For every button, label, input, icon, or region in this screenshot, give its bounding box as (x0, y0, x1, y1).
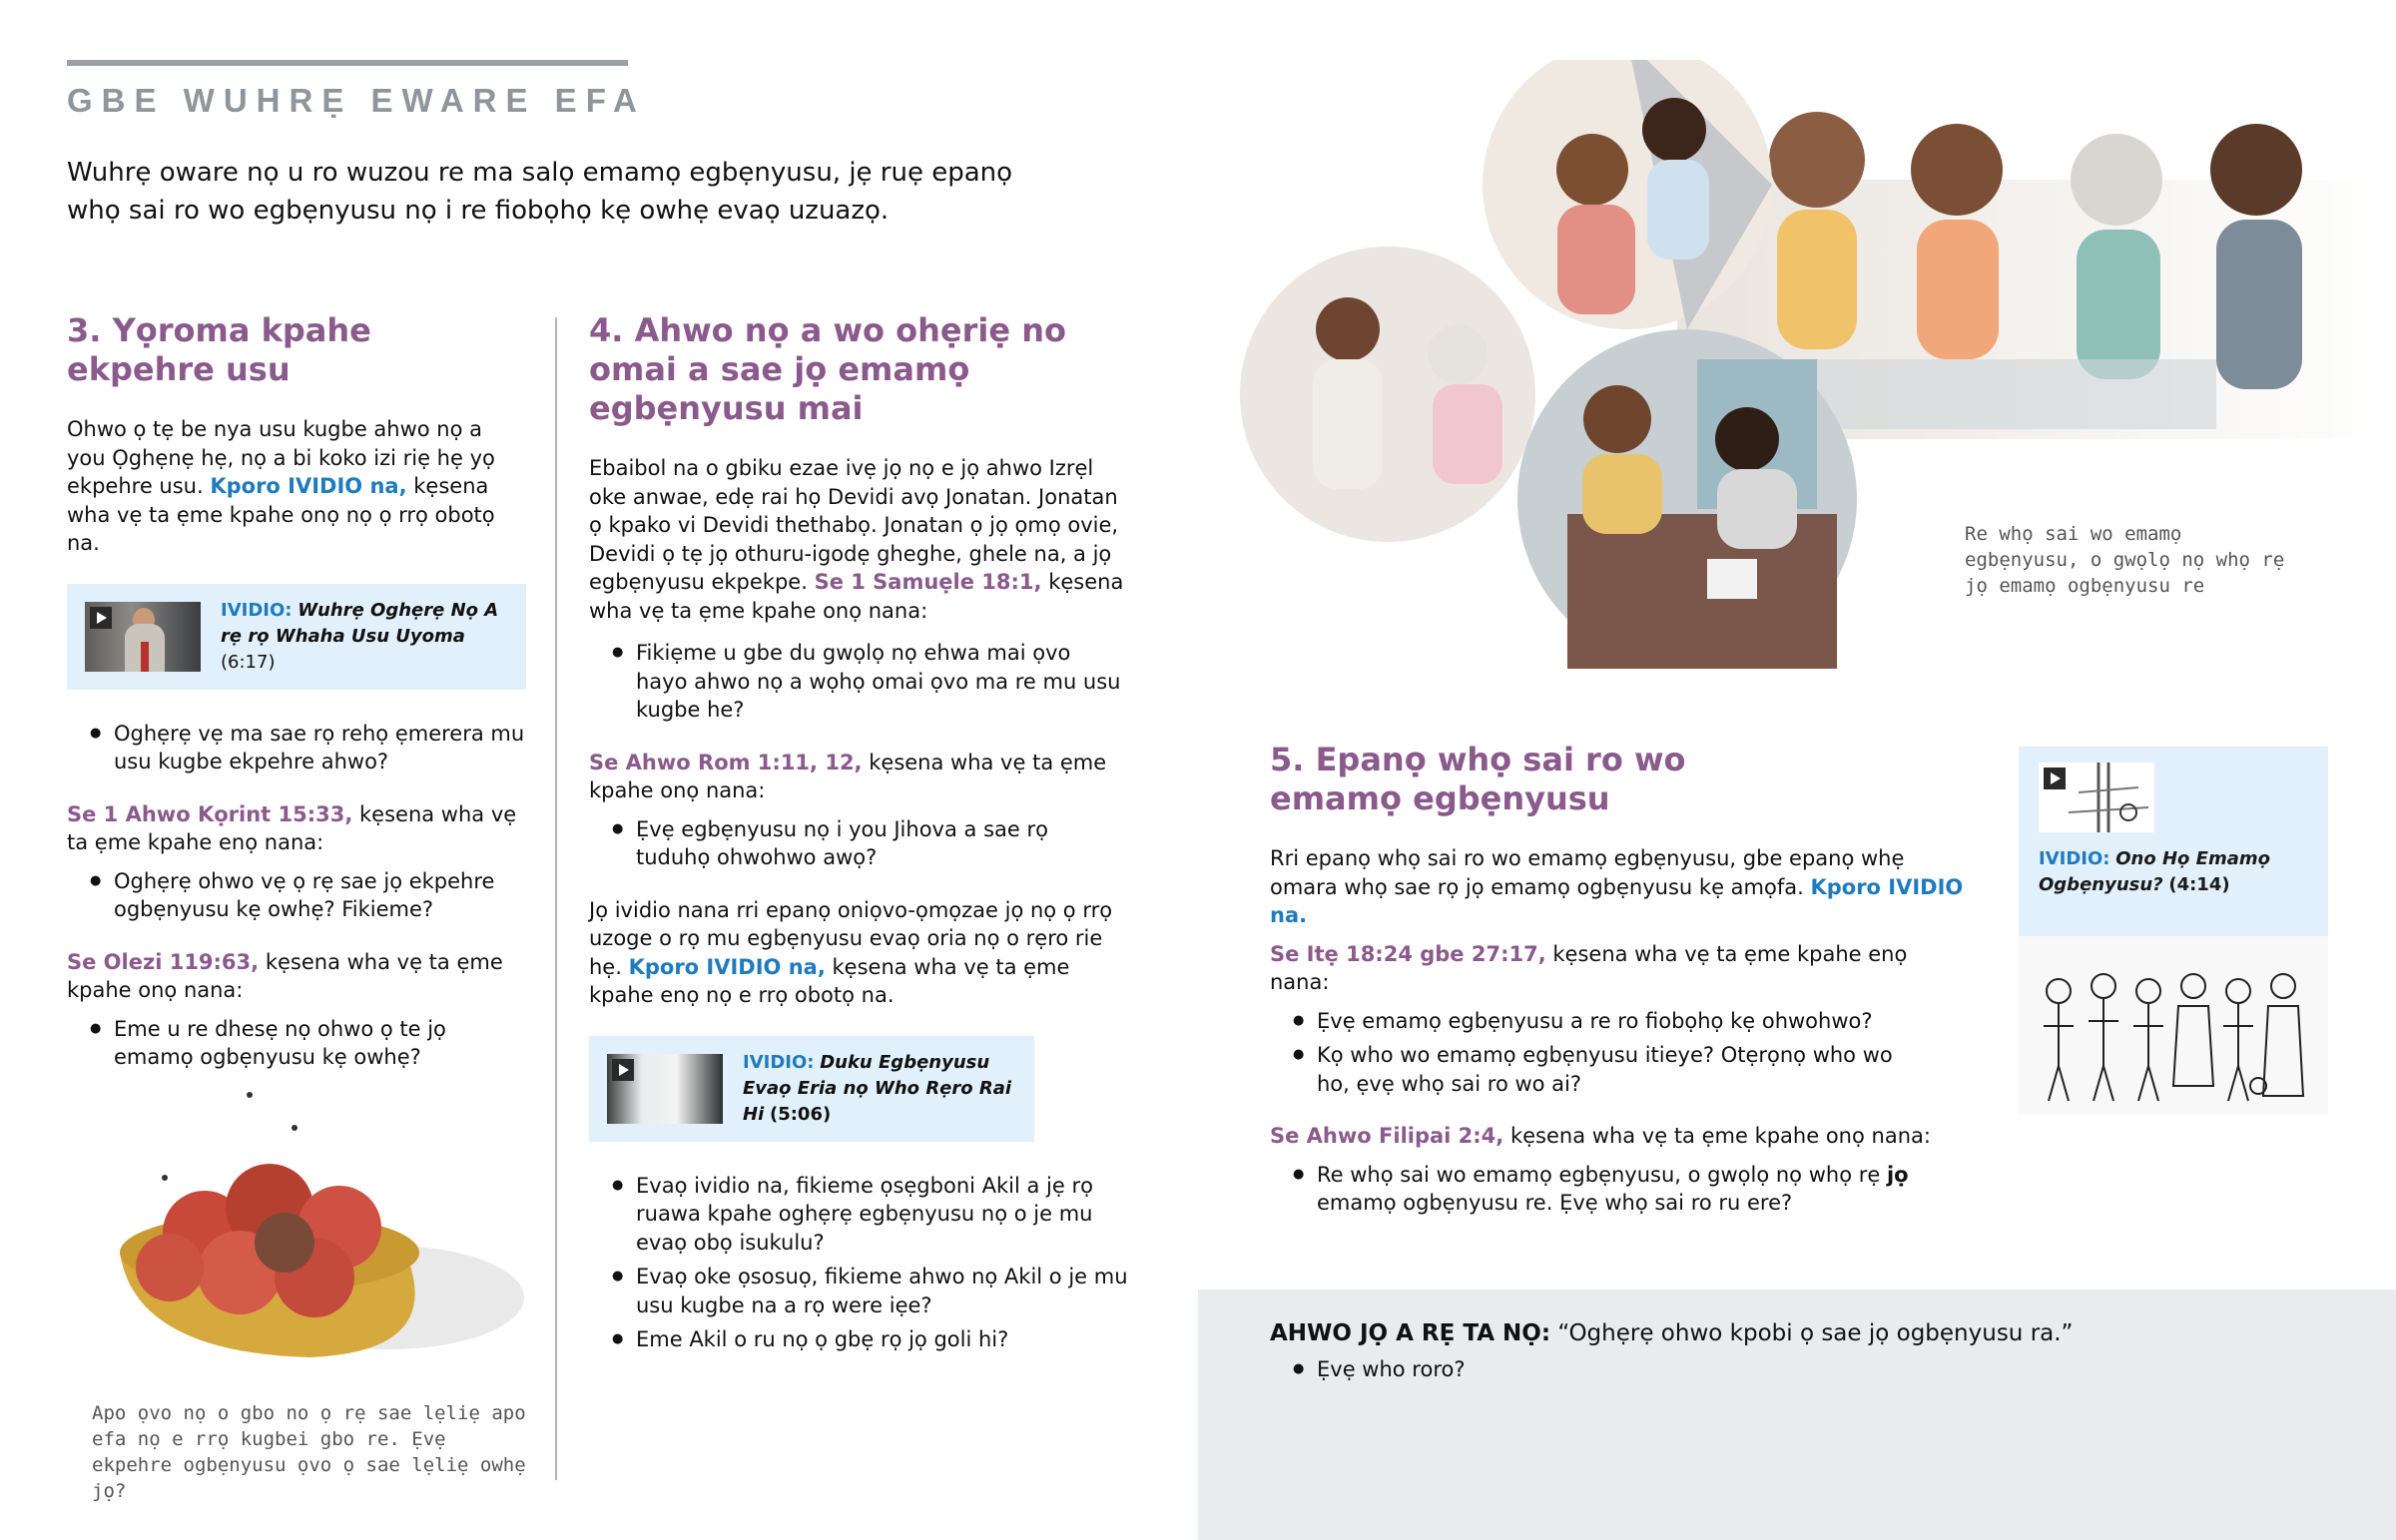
video-link[interactable]: Kporo IVIDIO na. (1270, 874, 1964, 927)
scripture-line (67, 948, 526, 1005)
video-duration: (6:17) (221, 651, 276, 673)
intro-text: Wuhrẹ oware nọ u ro wuzou re ma salọ emamọ egbẹnyusu, jẹ ruẹ epanọ whọ sai ro wo egbẹnyusu nọ i re fiobọhọ kẹ owhẹ evaọ uzuazọ. (67, 158, 1013, 226)
paragraph-text: Ebaibol na o gbiku ezae ivẹ jọ nọ e jọ ahwo Izrẹl oke anwae, edẹ rai họ Devidi avọ Jonatan. Jonatan ọ kpako vi Devidi thethabọ. Jonatan ọ jọ ọmọ ovie, Devidi ọ tẹ jọ othuru-igodẹ gheghe, ghele na, a jọ egbẹnyusu ekpekpe. (589, 456, 1119, 594)
bullet-item: ● Kọ who wo emamọ egbẹnyusu itieye? Otẹrọnọ who wo ho, ẹvẹ whọ sai ro wo ai? (1270, 1041, 1929, 1098)
scripture-ref[interactable]: Se 1 Samuẹle 18:1, (814, 570, 1042, 594)
section-5 (1270, 741, 1969, 1242)
bullet-item: ● Oghẹrẹ ohwo vẹ ọ rẹ sae jọ ekpehre ogbẹnyusu kẹ owhẹ? Fikieme? (67, 867, 526, 924)
scripture-instruction: kẹsena wha vẹ ta ẹme kpahe onọ nana: (589, 750, 1107, 802)
scripture-line (67, 800, 526, 857)
bullet-item: ● Ẹvẹ emamọ egbẹnyusu a re ro fiobọhọ kẹ ohwohwo? (1270, 1007, 1929, 1036)
apple-bowl-illustration (110, 1083, 529, 1382)
illustration-caption: Re whọ sai wo emamọ egbẹnyusu, o gwọlọ nọ whọ rẹ jọ emamọ ogbẹnyusu re (1965, 523, 2285, 597)
bullet-list (1270, 1161, 1929, 1218)
video-duration: (4:14) (2168, 874, 2230, 895)
bullet-item: ● Ẹvẹ egbẹnyusu nọ i you Jihova a sae rọ tuduhọ ohwohwo awọ? (589, 815, 1128, 872)
paragraph-text: Jọ ividio nana rri epanọ oniọvo-ọmọzae jọ nọ ọ rrọ uzoge o rọ mu egbẹnyusu evaọ oria nọ o rẹro rie hẹ. (589, 897, 1113, 979)
video-duration: (5:06) (769, 1103, 832, 1125)
bullet-item (1270, 1161, 1929, 1218)
bullet-item: ● Evaọ oke ọsosuọ, fikieme ahwo nọ Akil o je mu usu kugbe na a rọ were iẹe? (589, 1263, 1128, 1319)
section-5-paragraph (1270, 844, 1969, 930)
video-label: IVIDIO: (2039, 848, 2110, 869)
tie (141, 642, 149, 672)
bullet-item: ● Fikiẹme u gbe du gwọlọ nọ ehwa mai ọvo hayo ahwo nọ a wọhọ omai ọvo ma re mu usu kugbe he? (589, 639, 1128, 725)
play-icon[interactable] (2044, 768, 2066, 789)
bullet-emphasis: jọ (1886, 1162, 1909, 1187)
section-3-paragraph (67, 415, 526, 558)
footer-content (1270, 1315, 2268, 1411)
paragraph-text: Ohwo ọ tẹ be nya usu kugbe ahwo nọ a you Ọghẹnẹ hẹ, nọ a bi koko izi riẹ hẹ yọ ekpehre usu. (67, 417, 495, 498)
section-5-heading: 5. Epanọ whọ sai ro wo emamọ egbẹnyusu (1270, 741, 1686, 817)
video-title[interactable]: Ono Họ Emamọ Ogbẹnyusu? (2039, 848, 2270, 895)
bullet-list (589, 1172, 1128, 1354)
video-thumbnail[interactable] (85, 602, 201, 672)
video-label: IVIDIO: (743, 1051, 815, 1073)
video-title[interactable]: Duku Egbẹnyusu Evaọ Eria nọ Who Rẹro Rai Hi (743, 1051, 1012, 1125)
footer-quote: “Oghẹrẹ ohwo kpobi ọ sae jọ ogbẹnyusu ra.” (1557, 1320, 2074, 1346)
play-icon[interactable] (612, 1059, 634, 1081)
apple-caption: Apo ọvo nọ o gbo no ọ rẹ sae lẹliẹ apo efa nọ e rrọ kugbei gbo re. Ẹvẹ ekpehre ogbẹnyusu ọvo ọ sae lẹliẹ owhẹ jọ? (92, 1402, 526, 1502)
section-4 (589, 311, 1128, 1378)
bullet-item: ● Oghẹrẹ vẹ ma sae rọ rehọ ẹmerera mu usu kugbe ekpehre ahwo? (67, 720, 526, 776)
bullet-text: emamọ ogbẹnyusu re. Ẹvẹ whọ sai ro ru ere? (1317, 1191, 1793, 1215)
bullet-list (67, 1015, 526, 1072)
paragraph-text: kẹsena wha vẹ ta ẹme kpahe enọ nọ e rrọ obotọ na. (589, 954, 1070, 1007)
video-card[interactable] (589, 1036, 1034, 1142)
paragraph-text: Rri epanọ whọ sai ro wo emamọ egbẹnyusu, gbe epanọ whẹ omara whọ sae rọ jọ emamọ ogbẹnyusu kẹ amọfa. (1270, 846, 1905, 899)
section-3 (67, 311, 526, 1096)
footer-heading: AHWO JỌ A RẸ TA NỌ: (1270, 1320, 1551, 1346)
video-thumbnail[interactable] (2039, 763, 2154, 832)
video-card[interactable] (2019, 747, 2328, 1114)
scripture-instruction: kẹsena wha vẹ ta ẹme kpahe onọ nana: (67, 949, 503, 1002)
footer-panel (1198, 1289, 2396, 1540)
video-title[interactable]: Wuhrẹ Oghẹrẹ Nọ A rẹ rọ Whaha Usu Uyoma (221, 599, 499, 647)
video-link[interactable]: Kporo IVIDIO na, (628, 954, 826, 979)
scripture-instruction: kẹsena wha vẹ ta ẹme kpahe enọ nana: (67, 801, 517, 854)
friends-illustration (1238, 60, 2396, 709)
paragraph-text: kẹsena wha vẹ ta ẹme kpahe onọ nọ ọ rrọ obotọ na. (67, 474, 495, 555)
column-divider (555, 317, 557, 1480)
scripture-instruction: kẹsena wha vẹ ta ẹme kpahe enọ nana: (1270, 941, 1908, 994)
video-thumbnail[interactable] (607, 1054, 723, 1124)
bullet-list (67, 867, 526, 924)
scripture-ref[interactable]: Se Itẹ 18:24 gbe 27:17, (1270, 941, 1546, 966)
scripture-line (1270, 1122, 1969, 1151)
people-sketch-illustration (2019, 936, 2328, 1114)
video-text (743, 1050, 1016, 1128)
video-card[interactable] (67, 584, 526, 690)
scripture-line (1270, 940, 1969, 997)
scripture-ref[interactable]: Se Olezi 119:63, (67, 949, 260, 974)
scripture-ref[interactable]: Se Ahwo Filipai 2:4, (1270, 1124, 1504, 1148)
bullet-list (67, 720, 526, 776)
bullet-item: ● Evaọ ividio na, fikieme ọsẹgboni Akil a jẹ rọ ruawa kpahe oghẹrẹ egbẹnyusu nọ o je mu evaọ obọ isukulu? (589, 1172, 1128, 1258)
video-link[interactable]: Kporo IVIDIO na, (210, 474, 407, 498)
bullet-item: ● Ẹvẹ who roro? (1270, 1351, 2268, 1387)
section-4-paragraph (589, 454, 1128, 625)
page-kicker: GBE WUHRẸ EWARE EFA (67, 82, 646, 119)
bullet-text: Re whọ sai wo emamọ egbẹnyusu, o gwọlọ nọ whọ rẹ (1317, 1162, 1881, 1187)
footer-quote-line (1270, 1315, 2268, 1351)
section-3-heading: 3. Yọroma kpahe ekpehre usu (67, 311, 371, 388)
scripture-ref[interactable]: Se 1 Ahwo Kọrint 15:33, (67, 801, 353, 826)
bullet-item: ● Eme u re dhesẹ nọ ohwo ọ te jọ emamọ ogbẹnyusu kẹ owhẹ? (67, 1015, 526, 1072)
bullet-item: ● Eme Akil o ru nọ ọ gbẹ rọ jọ goli hi? (589, 1325, 1128, 1354)
video-text (221, 598, 508, 676)
play-icon[interactable] (90, 607, 112, 629)
bullet-list (1270, 1351, 2268, 1387)
scripture-instruction: kẹsena wha vẹ ta ẹme kpahe onọ nana: (1509, 1124, 1931, 1148)
top-rule (67, 60, 628, 66)
section-4-heading: 4. Ahwo nọ a wo ohẹriẹ no omai a sae jọ emamọ egbẹnyusu mai (589, 311, 1066, 427)
bullet-list (1270, 1007, 1929, 1099)
video-text (2039, 846, 2318, 898)
video-label: IVIDIO: (221, 599, 293, 621)
bullet-list (589, 639, 1128, 725)
paragraph-text: kẹsena wha vẹ ta ẹme kpahe onọ nana: (589, 570, 1124, 623)
bullet-list (589, 815, 1128, 872)
scripture-ref[interactable]: Se Ahwo Rom 1:11, 12, (589, 750, 863, 774)
scripture-line (589, 749, 1128, 805)
section-4-paragraph-2 (589, 896, 1128, 1010)
